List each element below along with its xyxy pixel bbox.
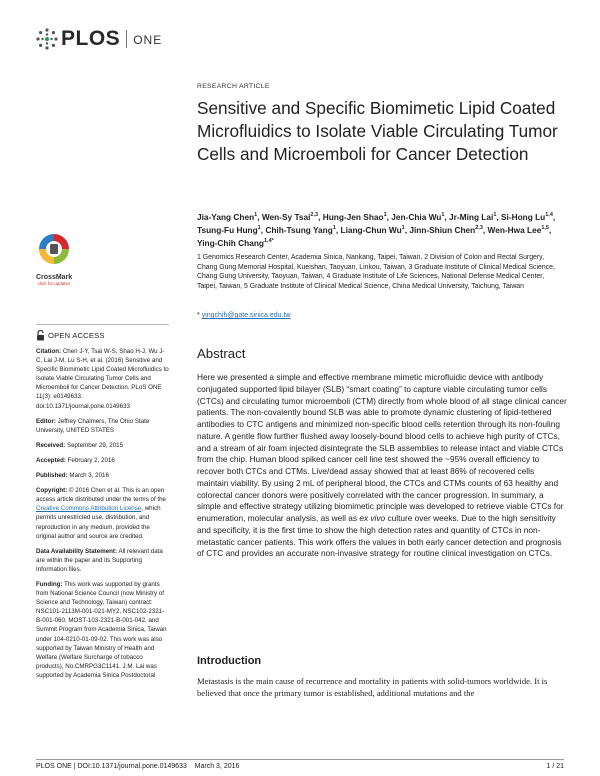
copyright-text: © 2016 Chen et al. This is an open access article distributed under the terms of the [36, 487, 167, 504]
author-list: Jia-Yang Chen$^1$, Wen-Sy Tsai$^{2,3}$, Hung-Jen Shao$^1$, Jen-Chia Wu$^1$, Jr-Ming Lai$^1$, Si-Hong Lu$^{1,4}$, Tsung-Fu Hung$^1$, Chih-Tsung Yang$^1$, Liang-Chun Wu$^1$, Jinn-Shiun Chen$^{2,3}$, Wen-Hwa Lee$^{1,5}$, Ying-Chih Chang$^{1,4*}$ [197, 211, 556, 248]
author-name: Jia-Yang Chen [197, 211, 255, 222]
abstract-heading: Abstract [197, 346, 246, 361]
author-name: Jr-Ming Lai [449, 211, 494, 222]
funding-text: This work was supported by grants from National Science Council (now Ministry of Science and Technology, Taiwan) contract: NSC101-2113M-001-021-MY2, NSC102-2321-B-001-060, MOST-103-2321-B-001-042, and Summit Program from Academia Sinica, Taiwan under 104-0210-01-09-02. This work was also supported by Taiwan Ministry of Health and Welfare (Welfare Surcharge of tobacco products), No.CMRPG3C1141. J.M. Lai was supported by Academia Sinica Postdoctoral [36, 580, 167, 679]
author-affiliation-mark: 2,3 [310, 212, 319, 218]
article-title: Sensitive and Specific Biomimetic Lipid Coated Microfluidics to Isolate Viable Circulating Tumor Cells and Microemboli for Cancer Detection [197, 98, 558, 164]
crossmark-sub: click for updates [37, 281, 71, 286]
author-name: Ying-Chih Chang [197, 237, 264, 248]
license-link[interactable]: Creative Commons Attribution License [36, 505, 142, 513]
author-name: Tsung-Fu Hung [197, 224, 258, 235]
crossmark-badge[interactable] [36, 232, 72, 286]
author-name: Si-Hong Lu [501, 211, 546, 222]
author-affiliation-mark: 1 [493, 212, 497, 218]
data-availability-label: Data Availability Statement: [36, 547, 118, 555]
published-date: March 3, 2016 [69, 472, 109, 480]
author-name: Hung-Jen Shao [322, 211, 384, 222]
data-availability-text: All relevant data are within the paper and its Supporting Information files. [36, 547, 163, 573]
author-affiliation-mark: 1 [332, 225, 336, 232]
accepted-date: February 2, 2016 [67, 456, 115, 464]
article-type: RESEARCH ARTICLE [197, 83, 270, 90]
email-prefix: * [197, 312, 200, 319]
open-access-label: OPEN ACCESS [48, 330, 105, 340]
introduction-text: Metastasis is the main cause of recurrence and mortality in patients with solid-tumors worldwide. It is believed that once the primary tumor is established, additional mutations and the [197, 676, 548, 699]
open-lock-icon [36, 330, 45, 341]
received-block [36, 441, 169, 450]
open-access-badge [36, 330, 169, 341]
copyright-block [36, 486, 169, 541]
page-number: 1 / 21 [546, 763, 564, 770]
plos-dots-icon [35, 27, 59, 51]
author-affiliation-mark: 1,4* [263, 238, 274, 245]
sidebar-rule [36, 324, 169, 325]
editor-block [36, 417, 169, 435]
author-affiliation-mark: 1,4 [545, 212, 553, 218]
footer-citation: PLOS ONE | DOI:10.1371/journal.pone.0149633 March 3, 2016 [36, 763, 240, 770]
author-name: Liang-Chun Wu [340, 224, 402, 235]
citation-label: Citation: [36, 348, 62, 355]
corresponding-email [197, 312, 291, 319]
data-availability-block [36, 547, 169, 574]
received-label: Received: [36, 441, 66, 449]
journal-name: ONE [133, 33, 163, 47]
copyright-text-end: , which permits unrestricted use, distribution, and reproduction in any medium, provided the original author and source are credited. [36, 505, 161, 540]
brand-name: PLOS [61, 27, 121, 50]
abstract-text-start: Here we presented a simple and effective membrane mimetic microfluidic device with antibody conjugated supported lipid bilayer (SLB) “smart coating” to capture viable circulating tumor cells (CTCs) and circulating tumor microemboli (CTM) directly from whole blood of all stage clinical cancer patients. The non-covalently bound SLB was able to promote dynamic clustering of lipid-tethered antibodies to CTC antigens and minimized non-specific blood cells retention through its non-fouling nature. A gentle flow further flushed away loosely-bound blood cells to achieve high purity of CTCs, and a stream of air foam injected disintegrate the SLB assemblies to release intact and viable CTCs from the chip. Human blood spiked cancer cell line test showed the ~95% overall efficiency to recover both CTCs and CTMs. Live/dead assay showed that at least 86% of recovered cells maintain viability. By using 2 mL of peripheral blood, the CTCs and CTMs counts of 63 healthy and colorectal cancer donors were positively correlated with the cancer progression. In summary, a simple and effective strategy utilizing biomimetic principle was developed to retrieve viable CTCs for enumeration, molecular analysis, as well as [197, 372, 567, 523]
author-name: Wen-Sy Tsai [261, 211, 311, 222]
logo-divider [126, 30, 127, 48]
introduction-heading: Introduction [197, 655, 262, 667]
citation-text: Chen J-Y, Tsai W-S, Shao H-J, Wu J-C, Lai J-M, Lu S-H, et al. (2016) Sensitive and Specific Biomimetic Lipid Coated Microfluidics to Isolate Viable Circulating Tumor Cells and Microemboli for Cancer Detection. PLoS ONE 11(3): e0149633. doi:10.1371/journal.pone.0149633 [36, 348, 169, 410]
plos-one-logo [35, 26, 162, 52]
author-affiliation-mark: 1 [254, 212, 258, 218]
crossmark-label: CrossMark [36, 274, 73, 281]
abstract-text-end: culture over weeks. Due to the high sensitivity and specificity, it is the first time to show the high detection rates and quantity of CTCs in non-metastatic cancer patients. This work offers the values in both early cancer detection and prognosis of CTC and provides an accurate non-invasive strategy for routine clinical investigation on CTCs. [197, 513, 562, 559]
article-sidebar [36, 324, 169, 686]
published-block [36, 471, 169, 480]
author-affiliation-mark: 1,5 [541, 225, 549, 232]
author-name: Wen-Hwa Lee [487, 224, 542, 235]
abstract-emphasis: ex vivo [359, 513, 386, 523]
author-affiliation-mark: 1 [401, 225, 405, 232]
page-footer [36, 759, 564, 770]
copyright-label: Copyright: [36, 487, 68, 495]
editor-text: Jeffrey Chalmers, The Ohio State University, UNITED STATES [36, 417, 150, 434]
crossmark-icon [37, 232, 71, 268]
author-affiliation-mark: 1 [441, 212, 445, 218]
accepted-label: Accepted: [36, 456, 66, 464]
author-affiliation-mark: 1 [383, 212, 387, 218]
abstract-text [197, 372, 567, 560]
citation-block [36, 347, 169, 411]
author-name: Jen-Chia Wu [391, 211, 442, 222]
author-affiliation-mark: 2,3 [475, 225, 483, 232]
author-name: Jinn-Shiun Chen [409, 224, 476, 235]
accepted-block [36, 456, 169, 465]
published-label: Published: [36, 472, 68, 480]
funding-block [36, 580, 169, 680]
editor-label: Editor: [36, 417, 56, 425]
affiliations: 1 Genomics Research Center, Academia Sinica, Nankang, Taipei, Taiwan, 2 Division of Colon and Rectal Surgery, Chang Gung Memorial Hospital, Kueishan, Taoyuan, Linkou, Taiwan, 3 Graduate Institute of Clinical Medical Science, Chang Gung University, Taoyuan, Taiwan, 4 Graduate Institute of Life Sciences, National Defense Medical Center, Taipei, Taiwan, 5 Graduate Institute of Clinical Medical Science, China Medical University, Taichung, Taiwan [197, 254, 555, 290]
funding-label: Funding: [36, 580, 63, 588]
author-affiliation-mark: 1 [257, 225, 261, 232]
received-date: September 29, 2015 [66, 441, 124, 449]
author-name: Chih-Tsung Yang [265, 224, 333, 235]
email-link[interactable]: yingchih@gate.sinica.edu.tw [201, 312, 291, 319]
